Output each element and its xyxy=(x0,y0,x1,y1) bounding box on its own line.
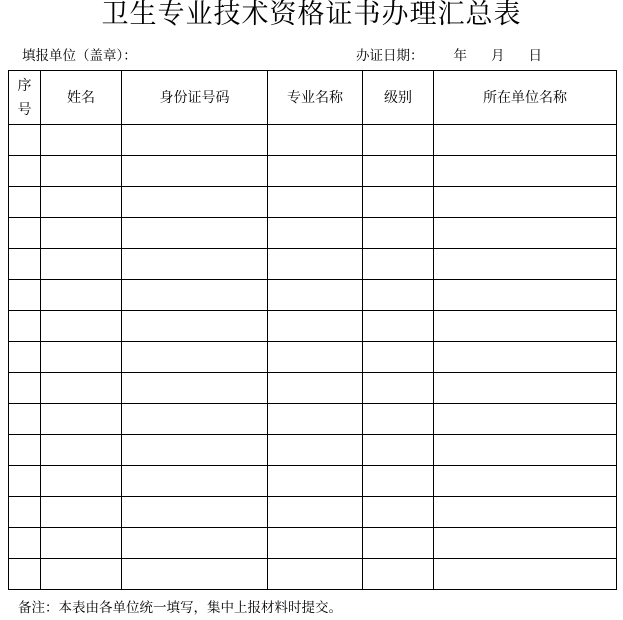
cell-specialty xyxy=(268,342,363,373)
cell-specialty xyxy=(268,311,363,342)
cell-level xyxy=(363,218,434,249)
cell-index xyxy=(9,528,41,559)
form-info-row xyxy=(22,46,582,66)
cell-employer xyxy=(434,435,617,466)
cell-specialty xyxy=(268,280,363,311)
header-name: 姓名 xyxy=(41,71,122,125)
cell-level xyxy=(363,187,434,218)
cell-index xyxy=(9,156,41,187)
cell-name xyxy=(41,187,122,218)
cell-id-number xyxy=(122,466,268,497)
header-index-line2: 号 xyxy=(17,101,32,118)
reporting-unit-label: 填报单位（盖章）： xyxy=(22,48,137,64)
cell-level xyxy=(363,466,434,497)
cell-specialty xyxy=(268,156,363,187)
header-level: 级别 xyxy=(363,71,434,125)
cell-specialty xyxy=(268,497,363,528)
cell-level xyxy=(363,435,434,466)
cell-specialty xyxy=(268,435,363,466)
header-employer: 所在单位名称 xyxy=(434,71,617,125)
table-header-row xyxy=(9,71,617,125)
table-row xyxy=(9,497,617,528)
header-index xyxy=(9,71,41,125)
cell-index xyxy=(9,373,41,404)
cell-specialty xyxy=(268,466,363,497)
cell-name xyxy=(41,249,122,280)
table-row xyxy=(9,311,617,342)
cell-id-number xyxy=(122,187,268,218)
cell-name xyxy=(41,280,122,311)
footer-note: 备注：本表由各单位统一填写，集中上报材料时提交。 xyxy=(18,600,342,616)
cell-name xyxy=(41,435,122,466)
cell-level xyxy=(363,280,434,311)
header-id-number: 身份证号码 xyxy=(122,71,268,125)
table-row xyxy=(9,559,617,590)
cell-specialty xyxy=(268,373,363,404)
cell-specialty xyxy=(268,187,363,218)
cell-index xyxy=(9,342,41,373)
header-specialty: 专业名称 xyxy=(268,71,363,125)
table-row xyxy=(9,373,617,404)
cell-name xyxy=(41,218,122,249)
issue-date-label: 办证日期： xyxy=(356,48,424,64)
table-row xyxy=(9,125,617,156)
cell-employer xyxy=(434,280,617,311)
table-row xyxy=(9,218,617,249)
table-row xyxy=(9,156,617,187)
cell-index xyxy=(9,559,41,590)
cell-employer xyxy=(434,466,617,497)
cell-level xyxy=(363,528,434,559)
cell-level xyxy=(363,156,434,187)
cell-index xyxy=(9,249,41,280)
cell-employer xyxy=(434,559,617,590)
cell-specialty xyxy=(268,528,363,559)
cell-id-number xyxy=(122,342,268,373)
cell-employer xyxy=(434,497,617,528)
cell-employer xyxy=(434,249,617,280)
cell-id-number xyxy=(122,497,268,528)
cell-specialty xyxy=(268,249,363,280)
cell-id-number xyxy=(122,125,268,156)
cell-index xyxy=(9,218,41,249)
header-index-line1: 序 xyxy=(17,77,32,94)
cell-employer xyxy=(434,373,617,404)
cell-id-number xyxy=(122,528,268,559)
cell-id-number xyxy=(122,435,268,466)
table-row xyxy=(9,528,617,559)
cell-employer xyxy=(434,342,617,373)
cell-employer xyxy=(434,156,617,187)
year-label: 年 xyxy=(453,48,467,64)
cell-id-number xyxy=(122,218,268,249)
cell-index xyxy=(9,280,41,311)
cell-level xyxy=(363,497,434,528)
cell-index xyxy=(9,466,41,497)
cell-name xyxy=(41,156,122,187)
cell-name xyxy=(41,466,122,497)
cell-specialty xyxy=(268,218,363,249)
cell-employer xyxy=(434,404,617,435)
cell-level xyxy=(363,559,434,590)
cell-index xyxy=(9,435,41,466)
cell-employer xyxy=(434,528,617,559)
cell-index xyxy=(9,125,41,156)
table-row xyxy=(9,187,617,218)
cell-name xyxy=(41,373,122,404)
cell-employer xyxy=(434,187,617,218)
cell-index xyxy=(9,404,41,435)
page-title: 卫生专业技术资格证书办理汇总表 xyxy=(101,0,522,30)
month-label: 月 xyxy=(491,48,505,64)
certificate-summary-table xyxy=(8,70,617,590)
cell-name xyxy=(41,125,122,156)
cell-index xyxy=(9,311,41,342)
cell-level xyxy=(363,342,434,373)
cell-level xyxy=(363,311,434,342)
cell-specialty xyxy=(268,404,363,435)
cell-employer xyxy=(434,311,617,342)
cell-employer xyxy=(434,218,617,249)
cell-specialty xyxy=(268,559,363,590)
cell-name xyxy=(41,559,122,590)
table-row xyxy=(9,249,617,280)
cell-name xyxy=(41,497,122,528)
table-row xyxy=(9,435,617,466)
cell-level xyxy=(363,373,434,404)
cell-id-number xyxy=(122,156,268,187)
day-label: 日 xyxy=(528,48,542,64)
cell-id-number xyxy=(122,311,268,342)
table-row xyxy=(9,404,617,435)
cell-name xyxy=(41,404,122,435)
cell-name xyxy=(41,311,122,342)
cell-id-number xyxy=(122,373,268,404)
cell-id-number xyxy=(122,559,268,590)
table-body xyxy=(9,125,617,590)
cell-employer xyxy=(434,125,617,156)
cell-id-number xyxy=(122,280,268,311)
cell-id-number xyxy=(122,249,268,280)
cell-name xyxy=(41,528,122,559)
table-row xyxy=(9,466,617,497)
cell-index xyxy=(9,187,41,218)
cell-id-number xyxy=(122,404,268,435)
issue-date-group xyxy=(356,46,542,66)
cell-level xyxy=(363,249,434,280)
cell-level xyxy=(363,125,434,156)
table-row xyxy=(9,342,617,373)
table-row xyxy=(9,280,617,311)
cell-name xyxy=(41,342,122,373)
cell-index xyxy=(9,497,41,528)
cell-level xyxy=(363,404,434,435)
cell-specialty xyxy=(268,125,363,156)
